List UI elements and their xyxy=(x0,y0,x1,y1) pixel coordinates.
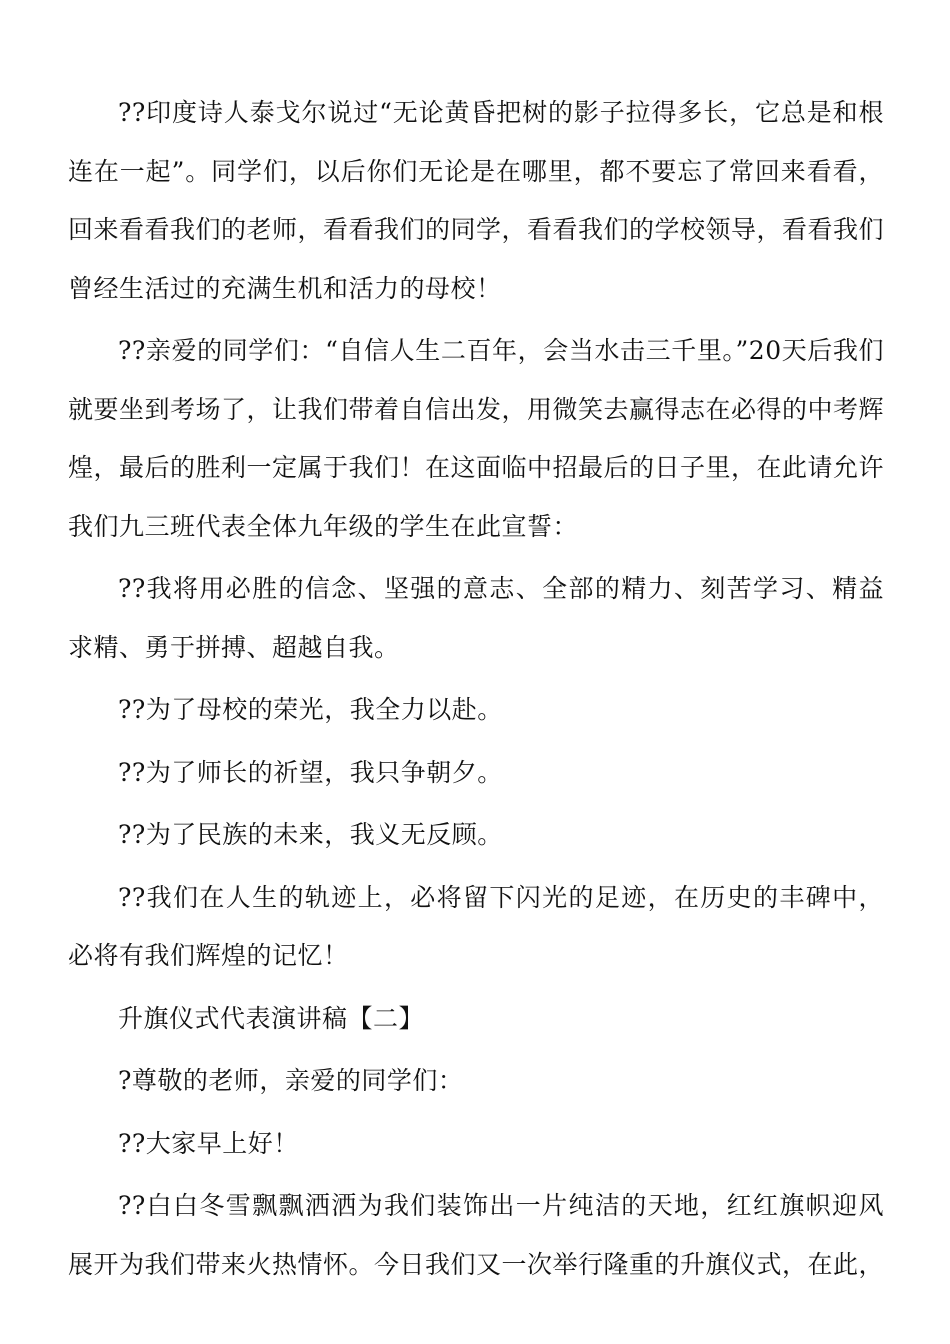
paragraph-tagore-quote: ??印度诗人泰戈尔说过“无论黄昏把树的影子拉得多长，它总是和根连在一起”。同学们，以后你们无论是在哪里，都不要忘了常回来看看，回来看看我们的老师，看看我们的同学，看看我们的学校领导，看看我们曾经生活过的充满生机和活力的母校！ xyxy=(68,98,885,303)
paragraph-history: ??我们在人生的轨迹上，必将留下闪光的足迹，在历史的丰碑中，必将有我们辉煌的记忆！ xyxy=(68,882,884,970)
paragraph-oath: ??我将用必胜的信念、坚强的意志、全部的精力、刻苦学习、精益求精、勇于拼搏、超越自我。 xyxy=(68,574,884,662)
paragraph-nation: ??为了民族的未来，我义无反顾。 xyxy=(118,820,503,849)
paragraph-alma-mater: ??为了母校的荣光，我全力以赴。 xyxy=(118,695,503,724)
section-heading: 升旗仪式代表演讲稿【二】 xyxy=(118,1003,425,1033)
paragraph-teachers: ??为了师长的祈望，我只争朝夕。 xyxy=(118,757,503,787)
paragraph-greeting: ??大家早上好！ xyxy=(118,1128,299,1158)
paragraph-winter-snow: ??白白冬雪飘飘洒洒为我们装饰出一片纯洁的天地，红红旗帜迎风展开为我们带来火热情怀。今日我们又一次举行隆重的升旗仪式，在此， xyxy=(68,1191,885,1279)
paragraph-exam-confidence: ??亲爱的同学们：“自信人生二百年，会当水击三千里。”20天后我们就要坐到考场了，让我们带着自信出发，用微笑去赢得志在必得的中考辉煌，最后的胜利一定属于我们！在这面临中招最后的日子里，在此请允许我们九三班代表全体九年级的学生在此宣誓： xyxy=(68,336,885,541)
document-body xyxy=(68,84,884,1298)
paragraph-salutation: ?尊敬的老师，亲爱的同学们： xyxy=(118,1066,464,1095)
